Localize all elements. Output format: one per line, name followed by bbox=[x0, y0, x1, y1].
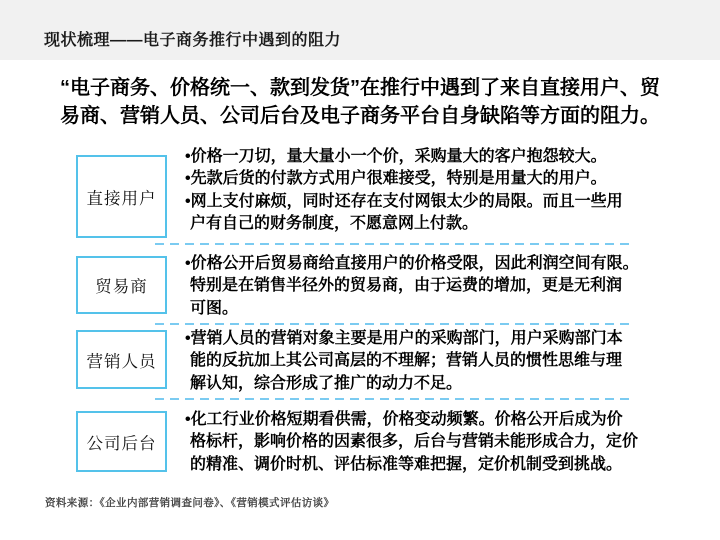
bullet-line: •化工行业价格短期看供需，价格变动频繁。价格公开后成为价 bbox=[185, 411, 623, 428]
category-label: 营销人员 bbox=[86, 352, 157, 371]
bullet-line-continuation: 的精准、调价时机、评估标准等难把握，定价机制受到挑战。 bbox=[190, 455, 623, 473]
category-label: 贸易商 bbox=[95, 278, 148, 296]
bullet-line-continuation: 可图。 bbox=[190, 299, 239, 317]
category-box-sales-staff bbox=[76, 330, 167, 389]
row-text-sales-staff bbox=[185, 328, 660, 395]
category-box-direct-users bbox=[76, 155, 167, 238]
subtitle-line-2: 易商、营销人员、公司后台及电子商务平台自身缺陷等方面的阻力。 bbox=[60, 105, 660, 127]
row-text-direct-users bbox=[185, 146, 660, 236]
dashed-divider-3 bbox=[155, 398, 635, 400]
category-label: 公司后台 bbox=[86, 434, 157, 453]
dashed-divider-1 bbox=[155, 243, 635, 245]
source-note: 资料来源：《企业内部营销调查问卷》、《营销模式评估访谈》 bbox=[45, 497, 335, 509]
slide-subtitle bbox=[0, 74, 720, 130]
bullet-line-continuation: 特别是在销售半径外的贸易商，由于运费的增加，更是无利润 bbox=[190, 277, 623, 295]
category-box-company-backoffice bbox=[76, 411, 167, 472]
row-text-traders bbox=[185, 253, 660, 320]
row-text-company-backoffice bbox=[185, 409, 660, 476]
dashed-divider-2 bbox=[155, 323, 635, 325]
bullet-line: •网上支付麻烦，同时还存在支付网银太少的局限。而且一些用 bbox=[185, 192, 623, 210]
slide-header-band bbox=[0, 0, 720, 60]
bullet-line: •先款后货的付款方式用户很难接受，特别是用量大的用户。 bbox=[185, 170, 607, 188]
bullet-line-continuation: 户有自己的财务制度，不愿意网上付款。 bbox=[190, 215, 479, 233]
category-box-traders bbox=[76, 256, 167, 314]
bullet-line: •营销人员的营销对象主要是用户的采购部门，用户采购部门本 bbox=[185, 330, 623, 347]
bullet-line: •价格公开后贸易商给直接用户的价格受限，因此利润空间有限。 bbox=[185, 255, 639, 272]
subtitle-line-1: “电子商务、价格统一、款到发货”在推行中遇到了来自直接用户、贸 bbox=[60, 77, 660, 99]
bullet-line-continuation: 能的反抗加上其公司高层的不理解；营销人员的惯性思维与理 bbox=[190, 352, 623, 370]
bullet-line-continuation: 解认知，综合形成了推广的动力不足。 bbox=[190, 374, 463, 392]
bullet-line-continuation: 格标杆，影响价格的因素很多，后台与营销未能形成合力，定价 bbox=[190, 433, 639, 451]
category-label: 直接用户 bbox=[86, 189, 157, 208]
slide-title: 现状梳理——电子商务推行中遇到的阻力 bbox=[44, 32, 342, 49]
bullet-line: •价格一刀切，量大量小一个价，采购量大的客户抱怨较大。 bbox=[185, 148, 607, 165]
